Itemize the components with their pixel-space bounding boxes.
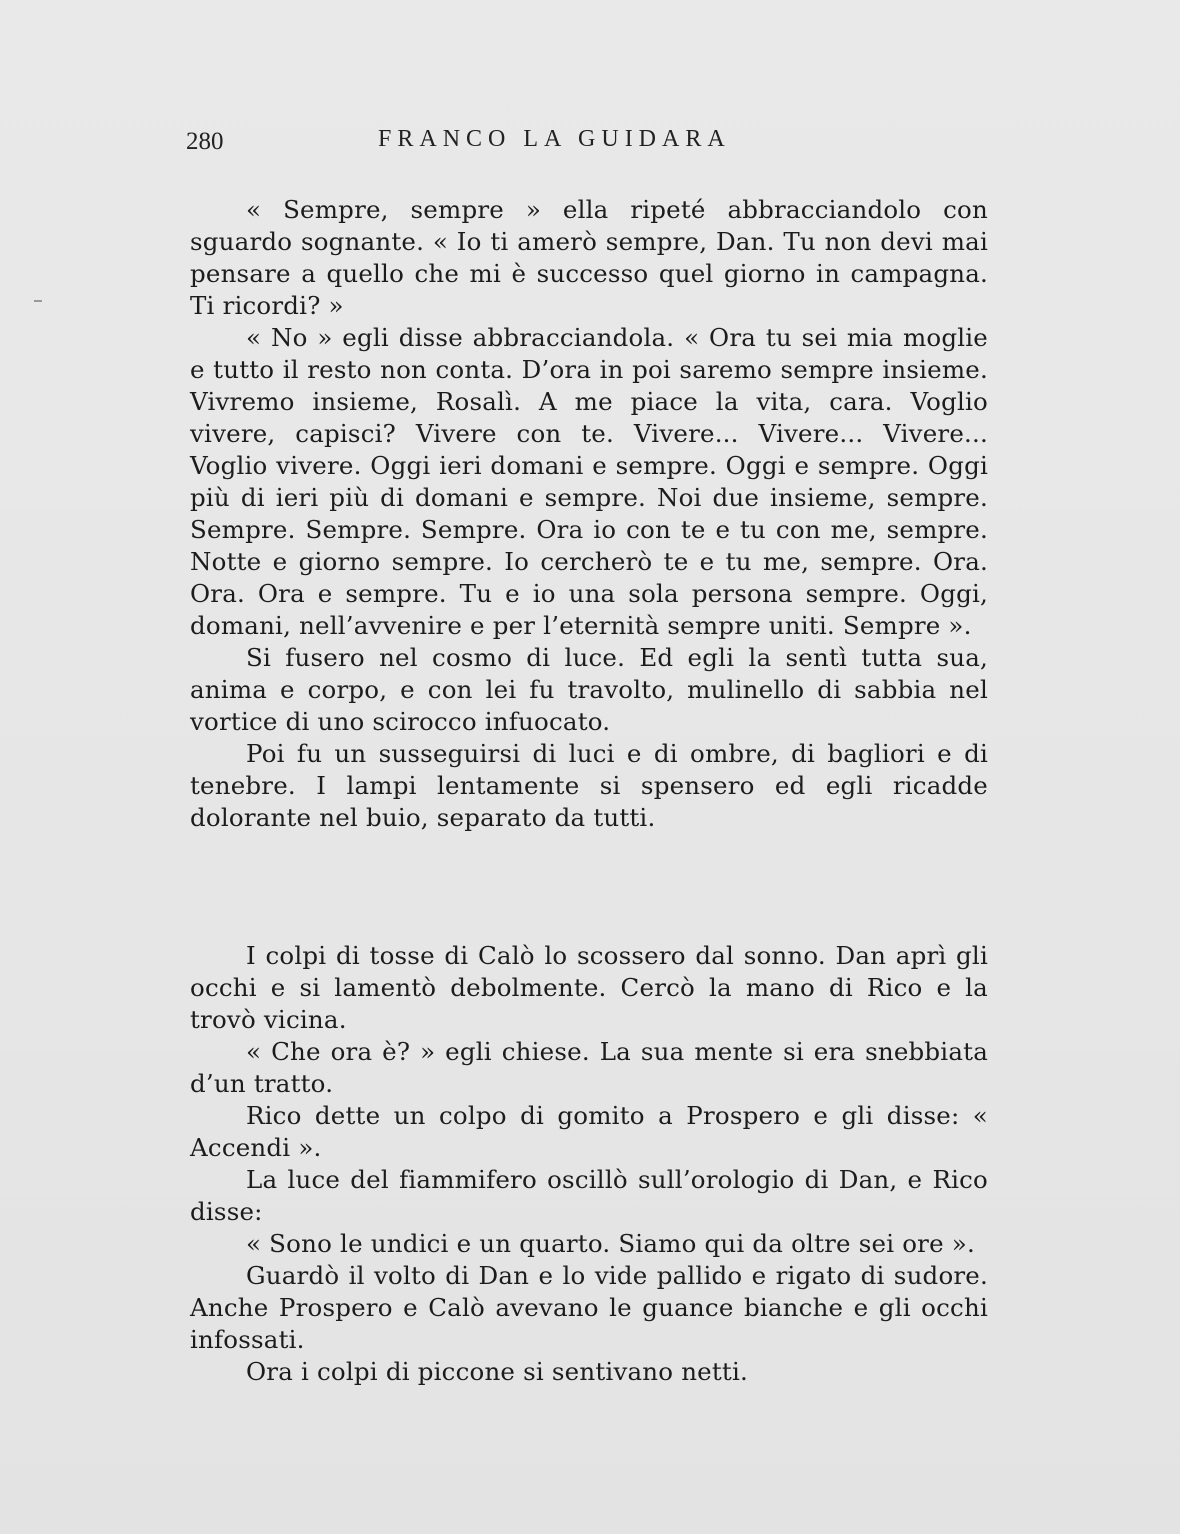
paragraph: Guardò il volto di Dan e lo vide pallido e rigato di sudore. Anche Prospero e Calò avevano le guance bianche e gli occhi infossati. xyxy=(190,1261,988,1354)
paragraph: Rico dette un colpo di gomito a Prospero e gli disse: « Accendi ». xyxy=(190,1101,988,1162)
paragraph: « Sono le undici e un quarto. Siamo qui da oltre sei ore ». xyxy=(246,1229,975,1258)
paragraph: « Sempre, sempre » ella ripeté abbracciandolo con sguardo sognante. « Io ti amerò sempre, Dan. Tu non devi mai pensare a quello che mi è successo quel giorno in campagna. Ti ricordi? » xyxy=(190,195,988,320)
paragraph: Ora i colpi di piccone si sentivano netti. xyxy=(246,1357,749,1386)
paragraph: I colpi di tosse di Calò lo scossero dal sonno. Dan aprì gli occhi e si lamentò debolmente. Cercò la mano di Rico e la trovò vicina. xyxy=(190,941,988,1034)
paragraph: Poi fu un susseguirsi di luci e di ombre, di bagliori e di tenebre. I lampi lentamente si spensero ed egli ricadde dolorante nel buio, separato da tutti. xyxy=(190,739,988,832)
running-head xyxy=(186,124,986,158)
text-section-1 xyxy=(190,194,988,834)
paragraph: « Che ora è? » egli chiese. La sua mente si era snebbiata d’un tratto. xyxy=(190,1037,988,1098)
margin-mark xyxy=(34,300,42,302)
page-number: 280 xyxy=(186,128,224,155)
running-title: FRANCO LA GUIDARA xyxy=(378,126,731,152)
text-section-2 xyxy=(190,940,988,1388)
paragraph: Si fusero nel cosmo di luce. Ed egli la sentì tutta sua, anima e corpo, e con lei fu travolto, mulinello di sabbia nel vortice di uno scirocco infuocato. xyxy=(190,643,988,736)
paragraph: La luce del fiammifero oscillò sull’orologio di Dan, e Rico disse: xyxy=(190,1165,988,1226)
paragraph: « No » egli disse abbracciandola. « Ora tu sei mia moglie e tutto il resto non conta. D’ora in poi saremo sempre insieme. Vivremo insieme, Rosalì. A me piace la vita, cara. Voglio vivere, capisci? Vivere con te. Vivere... Vivere... Vivere... Voglio vivere. Oggi ieri domani e sempre. Oggi e sempre. Oggi più di ieri più di domani e sempre. Noi due insieme, sempre. Sempre. Sempre. Sempre. Ora io con te e tu con me, sempre. Notte e giorno sempre. Io cercherò te e tu me, sempre. Ora. Ora. Ora e sempre. Tu e io una sola persona sempre. Oggi, domani, nell’avvenire e per l’eternità sempre uniti. Sempre ». xyxy=(190,323,988,640)
